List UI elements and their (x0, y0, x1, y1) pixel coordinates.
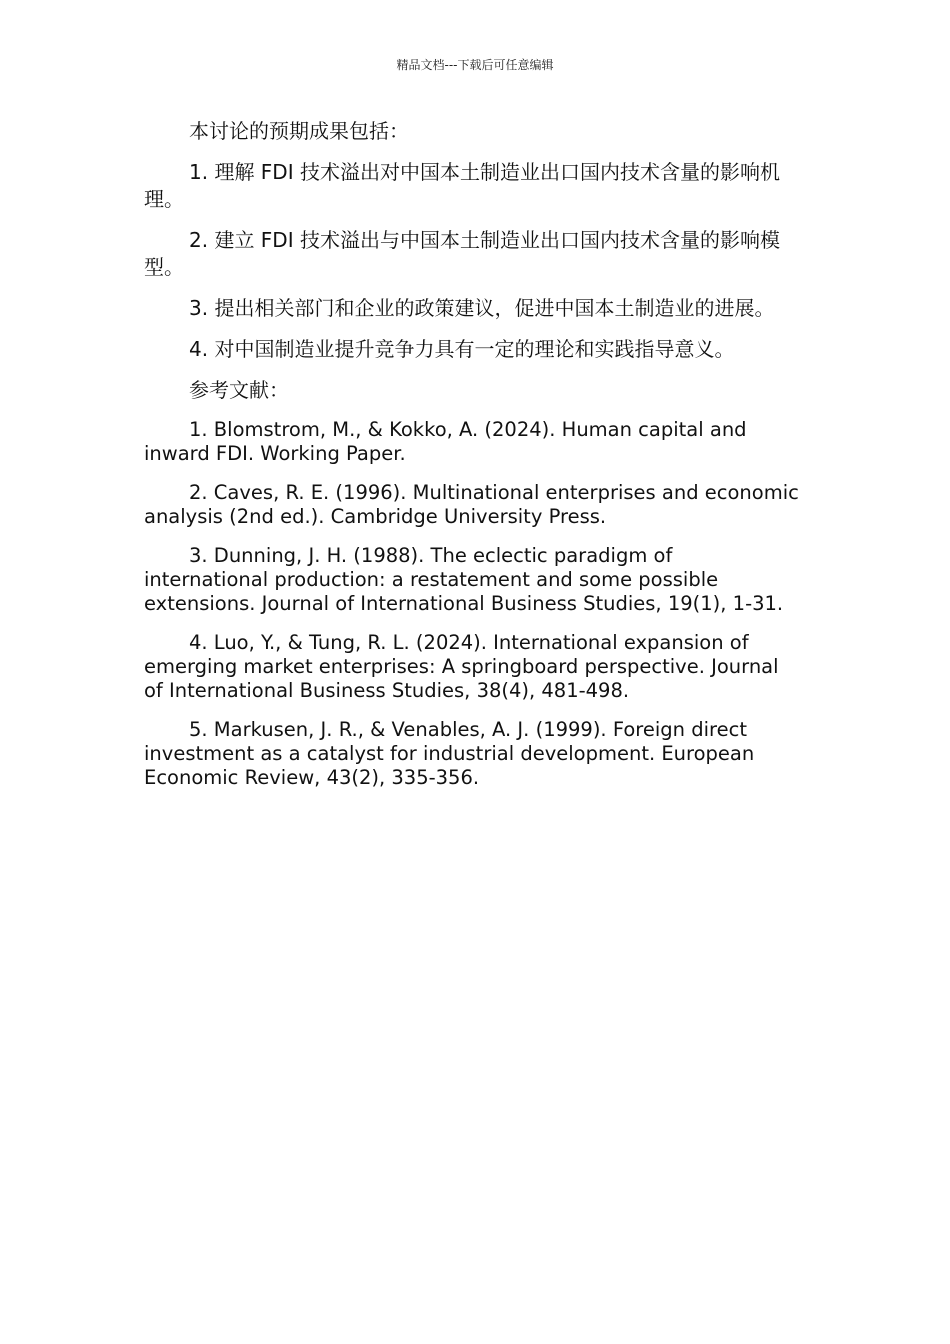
reference-item-3: 3. Dunning, J. H. (1988). The eclectic paradigm of international production: a restatement and some possible extensions. Journal of International Business Studies, 19(1), 1-31. (144, 544, 784, 615)
page-header: 精品文档---下载后可任意编辑 (396, 58, 554, 72)
document-body (144, 118, 800, 805)
outcomes-intro: 本讨论的预期成果包括： (189, 119, 409, 143)
reference-item-1: 1. Blomstrom, M., & Kokko, A. (2024). Human capital and inward FDI. Working Paper. (144, 418, 747, 465)
outcome-item-3: 3. 提出相关部门和企业的政策建议，促进中国本土制造业的进展。 (189, 296, 775, 320)
outcome-item-4: 4. 对中国制造业提升竞争力具有一定的理论和实践指导意义。 (189, 337, 735, 361)
reference-item-4: 4. Luo, Y., & Tung, R. L. (2024). International expansion of emerging market enterprises: A springboard perspective. Journal of International Business Studies, 38(4), 481-498. (144, 631, 779, 702)
references-heading: 参考文献： (189, 378, 289, 402)
reference-item-2: 2. Caves, R. E. (1996). Multinational enterprises and economic analysis (2nd ed.). Cambridge University Press. (144, 481, 799, 528)
outcome-item-1: 1. 理解 FDI 技术溢出对中国本土制造业出口国内技术含量的影响机理。 (144, 160, 780, 211)
outcome-item-2: 2. 建立 FDI 技术溢出与中国本土制造业出口国内技术含量的影响模型。 (144, 228, 780, 279)
reference-item-5: 5. Markusen, J. R., & Venables, A. J. (1999). Foreign direct investment as a catalyst for industrial development. European Economic Review, 43(2), 335-356. (144, 718, 755, 789)
